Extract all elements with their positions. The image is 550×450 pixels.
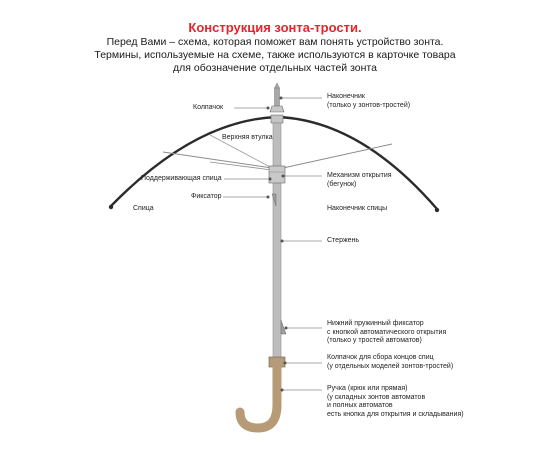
label-rib-tip: Наконечник спицы	[327, 205, 388, 212]
page-title: Конструкция зонта-трости.	[188, 20, 362, 35]
label-lower-lock: Нижний пружинный фиксатор с кнопкой автоматического открытия (только у тростей автоматов)	[327, 320, 447, 344]
label-rib: Спица	[133, 205, 154, 212]
cap	[270, 106, 284, 112]
handle	[240, 367, 277, 428]
stretcher-left-upper	[163, 152, 272, 168]
tip	[275, 88, 280, 106]
intro-line: Перед Вами – схема, которая поможет вам понять устройство зонта.	[106, 36, 444, 48]
label-top-hub: Верхняя втулка	[222, 134, 273, 141]
top-hub	[271, 115, 283, 123]
label-tip: Наконечник (только у зонтов-тростей)	[327, 93, 411, 109]
tip-point	[275, 83, 280, 88]
stretcher-right	[283, 144, 392, 168]
label-cap: Колпачок	[193, 104, 224, 111]
label-shaft: Стержень	[327, 237, 360, 244]
label-lock: Фиксатор	[191, 193, 222, 200]
shaft	[273, 123, 281, 360]
intro-line: для обозначение отдельных частей зонта	[173, 62, 377, 74]
rib-tip-right	[435, 208, 439, 212]
label-stretcher: Поддерживающая спица	[141, 175, 222, 182]
label-rib-cap: Колпачок для сбора концов спиц (у отдельных моделей зонтов-тростей)	[327, 354, 454, 370]
label-opening-mechanism: Механизм открытия (бегунок)	[327, 172, 392, 188]
canopy-rib-right	[277, 117, 437, 209]
rib-tip-left	[109, 205, 113, 209]
runner	[269, 166, 285, 183]
label-handle: Ручка (крюк или прямая) (у складных зонтов автоматов и полных автоматов есть кнопка для открытия и складывания)	[327, 385, 464, 418]
intro-line: Термины, используемые на схеме, также используются в карточке товара	[94, 49, 456, 61]
